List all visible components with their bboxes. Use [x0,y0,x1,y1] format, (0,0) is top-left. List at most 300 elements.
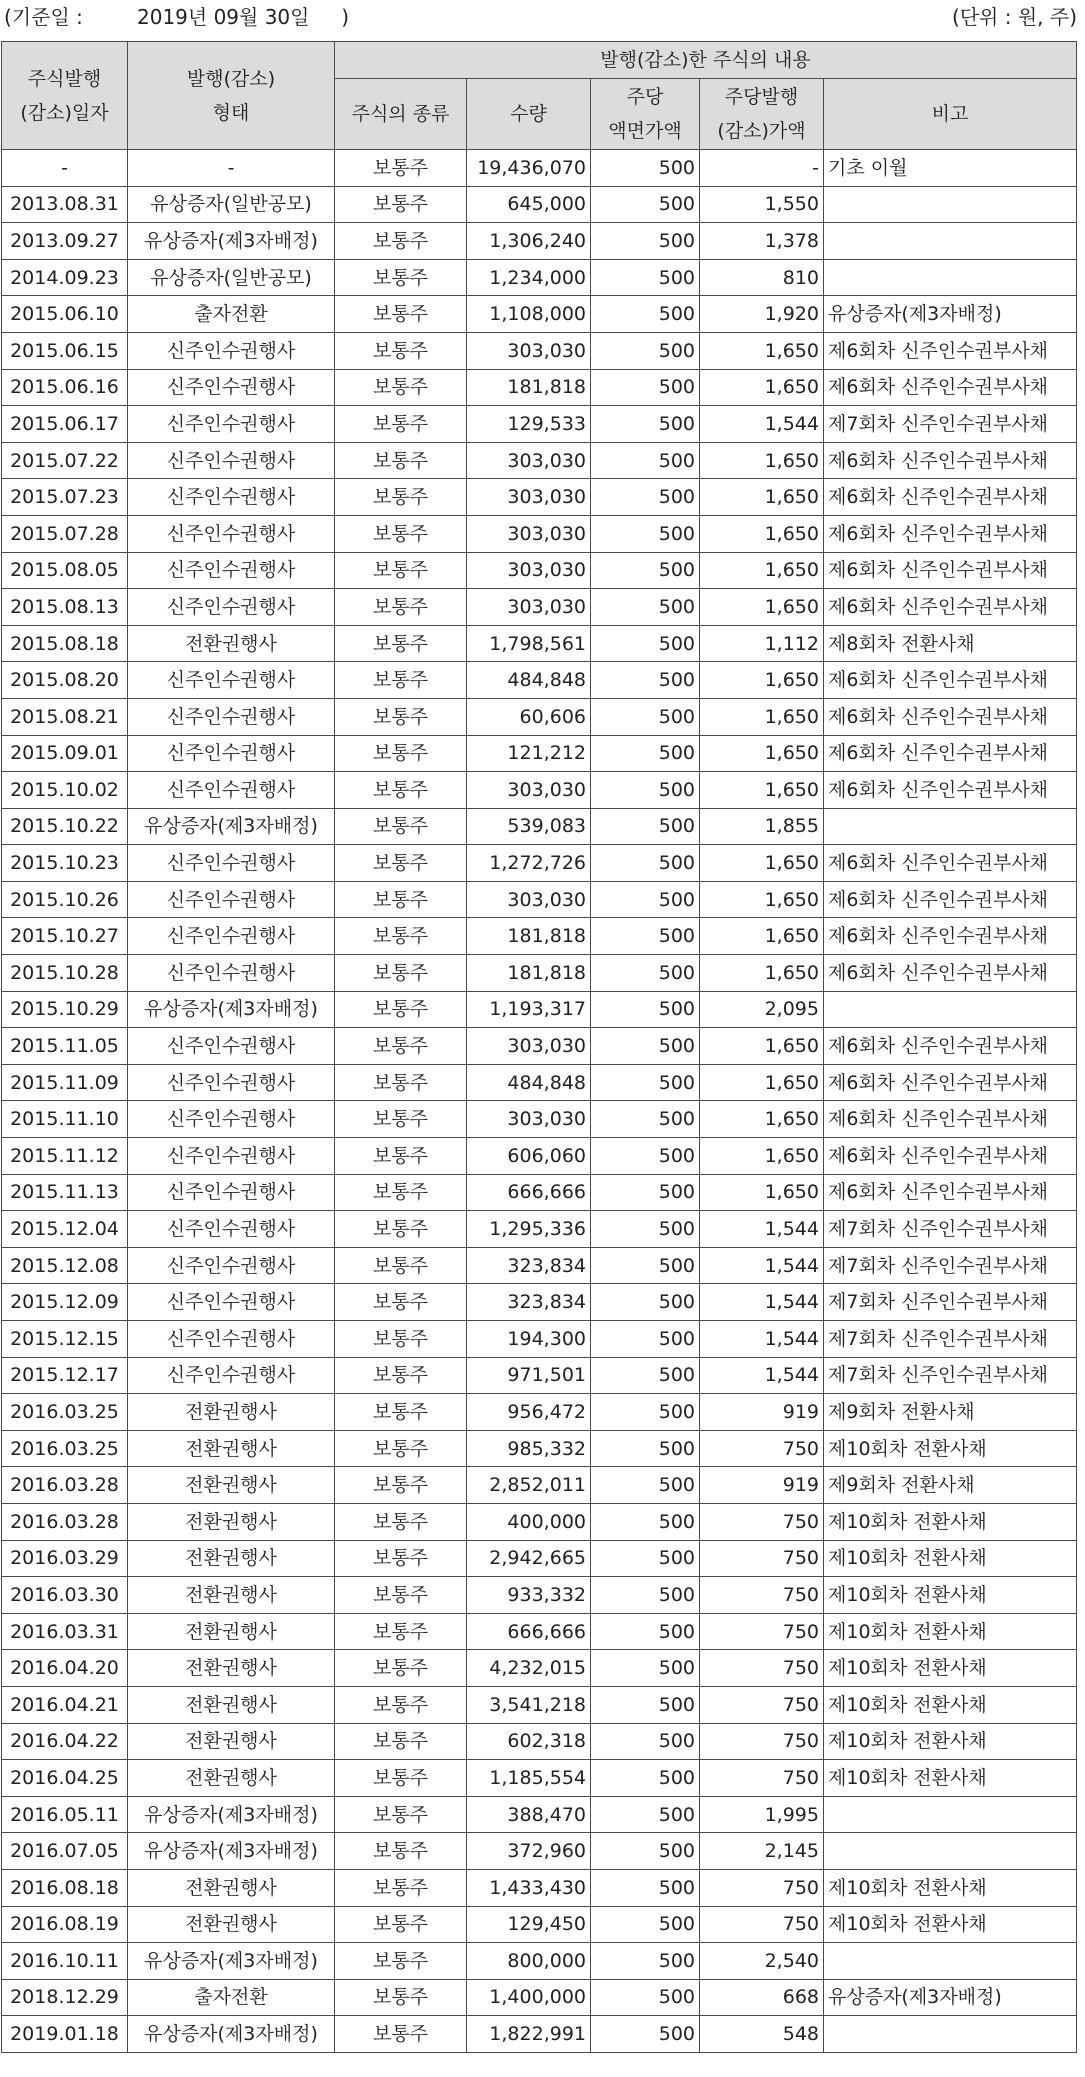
cell-remarks: 제6회차 신주인수권부사채 [824,1138,1077,1175]
cell-share-kind: 보통주 [335,1503,467,1540]
table-row [2,1686,1077,1723]
cell-issue-date: 2015.10.23 [2,845,128,882]
cell-share-kind: 보통주 [335,1430,467,1467]
cell-face-value: 500 [591,1686,700,1723]
share-issuance-table [1,41,1077,2053]
cell-issue-price: 919 [700,1467,824,1504]
cell-remarks [824,808,1077,845]
table-row [2,735,1077,772]
cell-share-kind: 보통주 [335,808,467,845]
cell-remarks: 제7회차 신주인수권부사채 [824,1321,1077,1358]
cell-remarks: 제10회차 전환사채 [824,1650,1077,1687]
cell-issue-form: 신주인수권행사 [128,1211,335,1248]
cell-issue-form: 신주인수권행사 [128,515,335,552]
table-row [2,186,1077,223]
cell-issue-price: 2,540 [700,1943,824,1980]
cell-issue-form: 유상증자(일반공모) [128,259,335,296]
cell-share-kind: 보통주 [335,662,467,699]
cell-face-value: 500 [591,1430,700,1467]
cell-issue-price: 1,650 [700,881,824,918]
cell-issue-form: 신주인수권행사 [128,1174,335,1211]
cell-share-kind: 보통주 [335,1577,467,1614]
cell-quantity: 1,822,991 [467,2016,591,2053]
cell-issue-form: 신주인수권행사 [128,1064,335,1101]
cell-share-kind: 보통주 [335,332,467,369]
cell-face-value: 500 [591,698,700,735]
cell-share-kind: 보통주 [335,1321,467,1358]
table-row [2,332,1077,369]
cell-remarks [824,259,1077,296]
cell-issue-price: 2,145 [700,1833,824,1870]
cell-share-kind: 보통주 [335,1394,467,1431]
cell-quantity: 933,332 [467,1577,591,1614]
cell-share-kind: 보통주 [335,1211,467,1248]
cell-issue-price: 1,650 [700,1138,824,1175]
cell-issue-form: 신주인수권행사 [128,1321,335,1358]
table-row [2,1357,1077,1394]
cell-issue-form: 출자전환 [128,1979,335,2016]
cell-share-kind: 보통주 [335,369,467,406]
cell-remarks: 제6회차 신주인수권부사채 [824,845,1077,882]
cell-issue-price: 750 [700,1503,824,1540]
table-row [2,1321,1077,1358]
cell-quantity: 303,030 [467,1101,591,1138]
cell-issue-date: 2015.11.05 [2,1028,128,1065]
table-row [2,1467,1077,1504]
cell-issue-form: 유상증자(제3자배정) [128,1796,335,1833]
cell-remarks: 기초 이월 [824,150,1077,187]
table-row [2,845,1077,882]
cell-share-kind: 보통주 [335,296,467,333]
table-row [2,1906,1077,1943]
cell-issue-price: 1,650 [700,772,824,809]
cell-issue-form: 전환권행사 [128,1577,335,1614]
cell-quantity: 303,030 [467,515,591,552]
cell-issue-date: 2015.07.23 [2,479,128,516]
cell-issue-price: 1,650 [700,1101,824,1138]
cell-issue-form: 신주인수권행사 [128,406,335,443]
cell-face-value: 500 [591,2016,700,2053]
table-row [2,1979,1077,2016]
cell-issue-date: 2015.08.13 [2,589,128,626]
cell-face-value: 500 [591,1906,700,1943]
cell-issue-price: 1,544 [700,1247,824,1284]
cell-issue-date: 2015.10.22 [2,808,128,845]
cell-quantity: 129,450 [467,1906,591,1943]
cell-issue-form: 전환권행사 [128,1869,335,1906]
cell-remarks: 유상증자(제3자배정) [824,296,1077,333]
cell-quantity: 121,212 [467,735,591,772]
cell-issue-date: 2015.06.10 [2,296,128,333]
table-row [2,515,1077,552]
cell-issue-form: 신주인수권행사 [128,772,335,809]
cell-share-kind: 보통주 [335,1540,467,1577]
cell-share-kind: 보통주 [335,991,467,1028]
cell-remarks: 제7회차 신주인수권부사채 [824,1357,1077,1394]
cell-remarks: 제6회차 신주인수권부사채 [824,955,1077,992]
cell-share-kind: 보통주 [335,442,467,479]
table-row [2,1028,1077,1065]
cell-remarks [824,223,1077,260]
cell-issue-date: 2016.04.22 [2,1723,128,1760]
header-issue-form-text: 발행(감소) 형태 [186,67,276,124]
cell-issue-date: 2015.11.12 [2,1138,128,1175]
cell-share-kind: 보통주 [335,1357,467,1394]
cell-quantity: 2,852,011 [467,1467,591,1504]
table-row [2,1174,1077,1211]
table-row [2,442,1077,479]
cell-issue-price: 1,920 [700,296,824,333]
cell-issue-form: 유상증자(제3자배정) [128,223,335,260]
cell-face-value: 500 [591,259,700,296]
cell-issue-price: 1,650 [700,479,824,516]
cell-issue-price: 750 [700,1650,824,1687]
cell-issue-date: 2016.03.29 [2,1540,128,1577]
cell-face-value: 500 [591,881,700,918]
header-quantity: 수량 [467,79,591,150]
cell-issue-form: 유상증자(제3자배정) [128,991,335,1028]
cell-issue-form: 신주인수권행사 [128,662,335,699]
cell-share-kind: 보통주 [335,772,467,809]
cell-quantity: 194,300 [467,1321,591,1358]
cell-quantity: 666,666 [467,1613,591,1650]
cell-remarks: 제10회차 전환사채 [824,1430,1077,1467]
cell-issue-form: 신주인수권행사 [128,918,335,955]
cell-remarks: 제6회차 신주인수권부사채 [824,1064,1077,1101]
table-row [2,991,1077,1028]
cell-issue-date: 2015.06.15 [2,332,128,369]
cell-share-kind: 보통주 [335,1101,467,1138]
table-row [2,1540,1077,1577]
cell-share-kind: 보통주 [335,552,467,589]
table-row [2,2016,1077,2053]
header-share-details: 발행(감소)한 주식의 내용 [335,42,1077,79]
cell-issue-form: 전환권행사 [128,1503,335,1540]
cell-remarks: 제6회차 신주인수권부사채 [824,881,1077,918]
cell-issue-date: 2015.10.02 [2,772,128,809]
cell-issue-form: 신주인수권행사 [128,698,335,735]
cell-remarks: 제6회차 신주인수권부사채 [824,369,1077,406]
cell-issue-date: 2015.12.15 [2,1321,128,1358]
cell-issue-price: - [700,150,824,187]
cell-face-value: 500 [591,1138,700,1175]
header-remarks: 비고 [824,79,1077,150]
cell-remarks: 제10회차 전환사채 [824,1577,1077,1614]
cell-quantity: 539,083 [467,808,591,845]
cell-issue-date: 2015.12.08 [2,1247,128,1284]
table-row [2,1723,1077,1760]
cell-face-value: 500 [591,662,700,699]
table-row [2,808,1077,845]
cell-share-kind: 보통주 [335,1869,467,1906]
table-row [2,1796,1077,1833]
cell-quantity: 1,798,561 [467,625,591,662]
cell-remarks: 제10회차 전환사채 [824,1613,1077,1650]
cell-quantity: 2,942,665 [467,1540,591,1577]
cell-quantity: 645,000 [467,186,591,223]
table-row [2,150,1077,187]
cell-share-kind: 보통주 [335,1723,467,1760]
cell-issue-date: 2013.08.31 [2,186,128,223]
cell-share-kind: 보통주 [335,406,467,443]
table-row [2,625,1077,662]
table-row [2,1430,1077,1467]
cell-share-kind: 보통주 [335,223,467,260]
cell-issue-date: 2015.08.20 [2,662,128,699]
cell-face-value: 500 [591,1247,700,1284]
cell-issue-form: - [128,150,335,187]
cell-share-kind: 보통주 [335,1284,467,1321]
reference-date-value: 2019년 09월 30일 ) [137,5,350,29]
unit-note: (단위 : 원, 주) [951,5,1077,29]
cell-quantity: 666,666 [467,1174,591,1211]
cell-quantity: 303,030 [467,589,591,626]
cell-share-kind: 보통주 [335,186,467,223]
cell-issue-price: 1,995 [700,1796,824,1833]
cell-quantity: 1,433,430 [467,1869,591,1906]
cell-face-value: 500 [591,296,700,333]
table-row [2,662,1077,699]
cell-issue-price: 1,650 [700,552,824,589]
cell-quantity: 129,533 [467,406,591,443]
cell-issue-form: 전환권행사 [128,1906,335,1943]
cell-issue-form: 신주인수권행사 [128,1138,335,1175]
cell-quantity: 303,030 [467,552,591,589]
header-issue-date [2,42,128,150]
cell-issue-form: 전환권행사 [128,1760,335,1797]
cell-issue-date: 2015.09.01 [2,735,128,772]
cell-face-value: 500 [591,589,700,626]
cell-issue-date: 2016.04.25 [2,1760,128,1797]
cell-remarks: 제10회차 전환사채 [824,1723,1077,1760]
cell-remarks: 제10회차 전환사채 [824,1760,1077,1797]
cell-issue-price: 1,544 [700,1211,824,1248]
cell-face-value: 500 [591,735,700,772]
cell-share-kind: 보통주 [335,259,467,296]
cell-quantity: 971,501 [467,1357,591,1394]
cell-face-value: 500 [591,625,700,662]
cell-quantity: 1,400,000 [467,1979,591,2016]
cell-remarks: 제6회차 신주인수권부사채 [824,589,1077,626]
cell-remarks: 제10회차 전환사채 [824,1540,1077,1577]
cell-quantity: 1,272,726 [467,845,591,882]
table-row [2,369,1077,406]
cell-issue-date: 2016.03.28 [2,1503,128,1540]
cell-issue-price: 750 [700,1686,824,1723]
cell-face-value: 500 [591,1211,700,1248]
table-row [2,1577,1077,1614]
cell-remarks: 제6회차 신주인수권부사채 [824,515,1077,552]
cell-issue-form: 신주인수권행사 [128,1247,335,1284]
cell-issue-price: 750 [700,1723,824,1760]
cell-face-value: 500 [591,1174,700,1211]
cell-face-value: 500 [591,1028,700,1065]
cell-quantity: 1,234,000 [467,259,591,296]
cell-remarks: 제7회차 신주인수권부사채 [824,1211,1077,1248]
cell-issue-date: 2013.09.27 [2,223,128,260]
cell-issue-price: 1,650 [700,1064,824,1101]
cell-quantity: 60,606 [467,698,591,735]
cell-issue-form: 신주인수권행사 [128,1028,335,1065]
cell-quantity: 606,060 [467,1138,591,1175]
cell-remarks: 제10회차 전환사채 [824,1503,1077,1540]
cell-issue-price: 919 [700,1394,824,1431]
cell-issue-date: 2015.10.28 [2,955,128,992]
cell-issue-form: 전환권행사 [128,625,335,662]
cell-issue-form: 신주인수권행사 [128,845,335,882]
cell-share-kind: 보통주 [335,150,467,187]
table-row [2,296,1077,333]
cell-issue-price: 1,650 [700,332,824,369]
cell-issue-price: 1,544 [700,1321,824,1358]
cell-face-value: 500 [591,223,700,260]
cell-issue-form: 유상증자(제3자배정) [128,808,335,845]
cell-issue-form: 전환권행사 [128,1723,335,1760]
cell-issue-form: 신주인수권행사 [128,442,335,479]
cell-issue-price: 750 [700,1540,824,1577]
cell-remarks: 제6회차 신주인수권부사채 [824,735,1077,772]
cell-issue-form: 전환권행사 [128,1467,335,1504]
cell-face-value: 500 [591,552,700,589]
cell-remarks: 제7회차 신주인수권부사채 [824,1247,1077,1284]
cell-remarks: 제7회차 신주인수권부사채 [824,406,1077,443]
table-row [2,772,1077,809]
cell-quantity: 602,318 [467,1723,591,1760]
table-row [2,1284,1077,1321]
cell-share-kind: 보통주 [335,1174,467,1211]
cell-remarks [824,2016,1077,2053]
cell-share-kind: 보통주 [335,845,467,882]
cell-remarks: 제6회차 신주인수권부사채 [824,662,1077,699]
table-row [2,918,1077,955]
cell-issue-price: 1,650 [700,845,824,882]
cell-issue-date: 2016.08.18 [2,1869,128,1906]
cell-issue-price: 1,650 [700,442,824,479]
cell-issue-price: 1,650 [700,735,824,772]
table-row [2,479,1077,516]
cell-remarks: 제8회차 전환사채 [824,625,1077,662]
cell-share-kind: 보통주 [335,2016,467,2053]
cell-quantity: 388,470 [467,1796,591,1833]
cell-issue-price: 1,650 [700,589,824,626]
table-row [2,1247,1077,1284]
cell-face-value: 500 [591,1540,700,1577]
cell-share-kind: 보통주 [335,1760,467,1797]
cell-issue-price: 1,650 [700,662,824,699]
cell-face-value: 500 [591,442,700,479]
cell-issue-form: 신주인수권행사 [128,735,335,772]
cell-face-value: 500 [591,1064,700,1101]
cell-issue-date: 2016.04.20 [2,1650,128,1687]
report-header [0,0,1085,40]
cell-face-value: 500 [591,150,700,187]
cell-share-kind: 보통주 [335,1028,467,1065]
cell-share-kind: 보통주 [335,735,467,772]
cell-issue-form: 출자전환 [128,296,335,333]
cell-issue-date: 2015.12.09 [2,1284,128,1321]
cell-issue-date: 2016.03.31 [2,1613,128,1650]
cell-remarks: 제10회차 전환사채 [824,1686,1077,1723]
cell-remarks: 제9회차 전환사채 [824,1467,1077,1504]
cell-face-value: 500 [591,1869,700,1906]
cell-issue-date: 2016.03.25 [2,1430,128,1467]
cell-remarks [824,186,1077,223]
cell-remarks [824,991,1077,1028]
cell-quantity: 19,436,070 [467,150,591,187]
cell-issue-date: - [2,150,128,187]
table-row [2,1138,1077,1175]
cell-remarks: 제6회차 신주인수권부사채 [824,552,1077,589]
cell-quantity: 323,834 [467,1247,591,1284]
cell-issue-date: 2015.11.10 [2,1101,128,1138]
cell-issue-form: 신주인수권행사 [128,589,335,626]
cell-share-kind: 보통주 [335,1686,467,1723]
cell-issue-form: 전환권행사 [128,1430,335,1467]
cell-remarks: 제6회차 신주인수권부사채 [824,698,1077,735]
cell-face-value: 500 [591,369,700,406]
cell-quantity: 484,848 [467,662,591,699]
cell-face-value: 500 [591,918,700,955]
cell-share-kind: 보통주 [335,589,467,626]
cell-remarks [824,1796,1077,1833]
cell-issue-price: 1,544 [700,1284,824,1321]
cell-face-value: 500 [591,772,700,809]
cell-face-value: 500 [591,1796,700,1833]
cell-issue-date: 2016.05.11 [2,1796,128,1833]
table-row [2,1943,1077,1980]
cell-issue-form: 전환권행사 [128,1613,335,1650]
cell-remarks: 제6회차 신주인수권부사채 [824,1174,1077,1211]
cell-issue-price: 1,544 [700,1357,824,1394]
cell-issue-price: 1,378 [700,223,824,260]
header-share-kind: 주식의 종류 [335,79,467,150]
cell-issue-price: 1,650 [700,369,824,406]
table-body [2,150,1077,2053]
cell-issue-date: 2016.03.25 [2,1394,128,1431]
cell-issue-date: 2019.01.18 [2,2016,128,2053]
cell-remarks: 제6회차 신주인수권부사채 [824,332,1077,369]
cell-face-value: 500 [591,479,700,516]
cell-remarks [824,1943,1077,1980]
cell-issue-date: 2015.12.04 [2,1211,128,1248]
cell-share-kind: 보통주 [335,1138,467,1175]
cell-face-value: 500 [591,515,700,552]
cell-quantity: 956,472 [467,1394,591,1431]
cell-remarks: 제6회차 신주인수권부사채 [824,772,1077,809]
cell-issue-form: 신주인수권행사 [128,369,335,406]
cell-remarks: 제9회차 전환사채 [824,1394,1077,1431]
cell-issue-price: 1,855 [700,808,824,845]
cell-issue-price: 1,650 [700,918,824,955]
cell-quantity: 1,295,336 [467,1211,591,1248]
cell-issue-form: 유상증자(일반공모) [128,186,335,223]
table-row [2,881,1077,918]
cell-issue-price: 1,650 [700,955,824,992]
cell-face-value: 500 [591,1321,700,1358]
cell-issue-price: 750 [700,1577,824,1614]
cell-face-value: 500 [591,1503,700,1540]
cell-face-value: 500 [591,1284,700,1321]
table-row [2,1869,1077,1906]
cell-issue-price: 1,550 [700,186,824,223]
cell-remarks: 제6회차 신주인수권부사채 [824,918,1077,955]
cell-issue-price: 1,650 [700,1028,824,1065]
cell-share-kind: 보통주 [335,1613,467,1650]
cell-issue-price: 750 [700,1869,824,1906]
cell-quantity: 1,185,554 [467,1760,591,1797]
cell-issue-date: 2016.08.19 [2,1906,128,1943]
cell-issue-date: 2015.06.17 [2,406,128,443]
